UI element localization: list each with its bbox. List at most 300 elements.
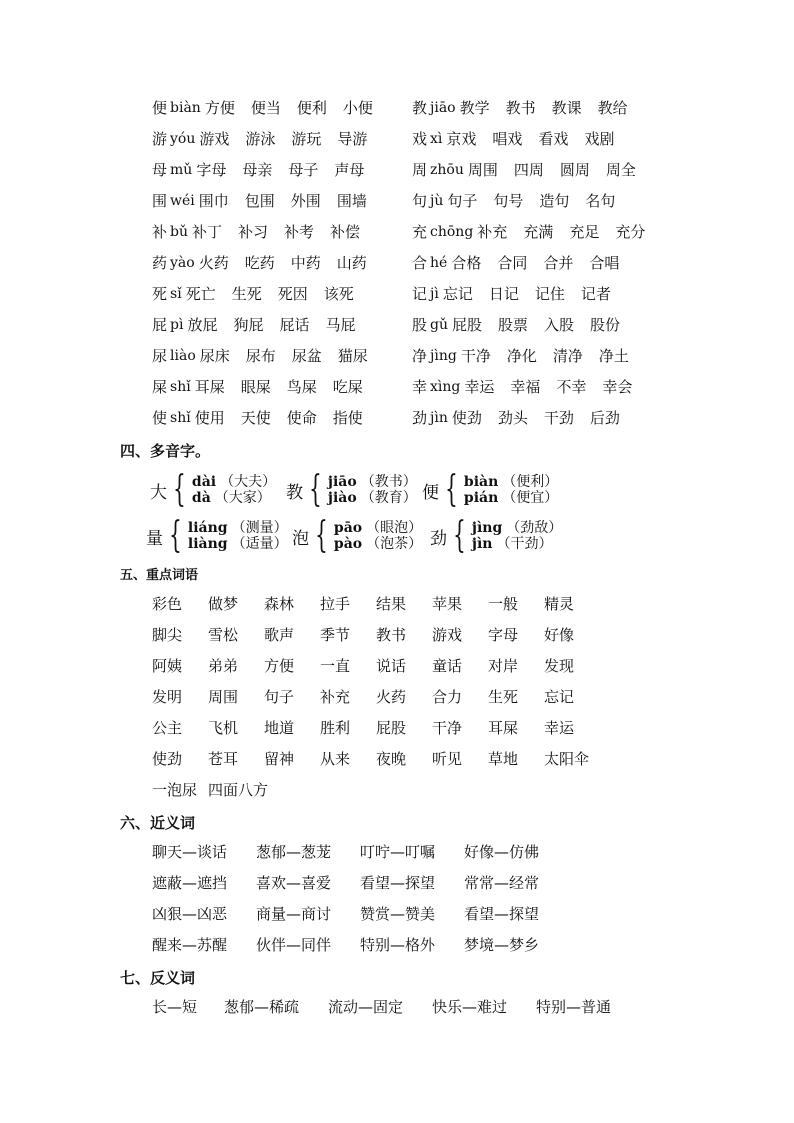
vocab-row [152,371,712,402]
word-cell: 对岸 [488,657,519,675]
reading-pinyin: biàn [463,474,499,490]
vocab-word: 字母 [196,161,227,179]
vocab-entry [152,97,389,118]
polyphone-group [430,515,563,556]
vocab-word: 母子 [288,161,319,179]
brace-icon: { [169,515,182,556]
vocab-word: 教给 [597,99,628,117]
vocab-entry [412,376,648,397]
section-title-synonyms: 六、近义词 [120,814,196,832]
vocab-word: 屁话 [279,316,310,334]
polyphone-reading [328,474,417,490]
word-cell: 凶狠—凶恶 [152,905,228,923]
head-character: 戏 [412,130,428,148]
vocab-word: 方便 [204,99,235,117]
word-cell: 说话 [376,657,407,675]
vocab-table [152,92,712,433]
vocab-word: 造句 [539,192,570,210]
vocab-entry [152,283,370,304]
vocab-word: 吃屎 [332,378,363,396]
head-character: 幸 [412,378,428,396]
reading-example: （眼泡） [366,520,423,536]
vocab-entry [412,252,635,273]
vocab-word: 合并 [543,254,574,272]
word-cell: 方便 [264,657,295,675]
vocab-word: 合同 [497,254,528,272]
polyphone-readings [188,520,288,552]
word-cell: 生死 [488,688,519,706]
vocab-entry [412,283,627,304]
reading-pinyin: pián [463,490,499,506]
word-cell: 伙伴—同伴 [256,936,332,954]
head-character: 充 [412,223,428,241]
word-cell: 看望—探望 [464,905,540,923]
word-cell: 周围 [208,688,239,706]
polyphone-reading [188,520,288,536]
reading-example: （测量） [231,520,288,536]
vocab-word: 耳屎 [194,378,225,396]
vocab-word: 中药 [290,254,321,272]
word-cell: 快乐—难过 [432,998,508,1016]
vocab-word: 声母 [334,161,365,179]
polyphone-character: 教 [286,482,303,503]
vocab-word: 山药 [336,254,367,272]
vocab-word: 戏剧 [584,130,615,148]
word-cell: 地道 [264,719,295,737]
word-cell: 弟弟 [208,657,239,675]
word-cell: 商量—商讨 [256,905,332,923]
vocab-entry [412,190,631,211]
polyphone-reading [464,474,558,490]
vocab-word: 干劲 [543,409,574,427]
head-character: 股 [412,316,428,334]
vocab-word: 四周 [513,161,544,179]
word-row [152,681,600,712]
vocab-word: 圆周 [559,161,590,179]
reading-example: （劲敌） [506,520,563,536]
vocab-word: 补习 [238,223,269,241]
head-character: 句 [412,192,428,210]
section-title-key-words: 五、重点词语 [120,568,199,583]
vocab-word: 充分 [615,223,646,241]
vocab-word: 吃药 [244,254,275,272]
word-cell: 屁股 [376,719,407,737]
word-cell: 游戏 [432,626,463,644]
vocab-entry [412,159,652,180]
vocab-word: 补丁 [192,223,223,241]
word-cell: 聊天—谈话 [152,843,228,861]
vocab-word: 游玩 [291,130,322,148]
head-character: 使 [152,409,168,427]
vocab-word: 句号 [493,192,524,210]
word-cell: 特别—格外 [360,936,436,954]
polyphone-reading [334,536,422,552]
vocab-word: 合格 [451,254,482,272]
vocab-word: 股票 [498,316,529,334]
word-cell: 忘记 [544,688,575,706]
vocab-word: 尿盆 [291,347,322,365]
vocab-word: 尿布 [245,347,276,365]
vocab-word: 使用 [194,409,225,427]
pinyin: jù [430,192,444,209]
vocab-entry [412,314,636,335]
word-cell: 太阳伞 [544,750,590,768]
word-cell: 醒来—苏醒 [152,936,228,954]
vocab-entry [412,97,644,118]
vocab-word: 游戏 [199,130,230,148]
vocab-word: 股份 [590,316,621,334]
head-character: 围 [152,192,168,210]
word-cell: 苍耳 [208,750,239,768]
vocab-row [152,185,712,216]
vocab-word: 记者 [580,285,611,303]
vocab-word: 游泳 [245,130,276,148]
vocab-word: 净化 [506,347,537,365]
word-cell: 雪松 [208,626,239,644]
vocab-word: 名句 [585,192,616,210]
reading-example: （泡茶） [366,536,423,552]
word-cell: 一泡尿 [152,781,198,799]
vocab-word: 清净 [552,347,583,365]
vocab-word: 尿床 [199,347,230,365]
polyphone-group [286,469,417,510]
brace-icon: { [309,469,322,510]
vocab-row [152,402,712,433]
reading-pinyin: jìng [471,520,503,536]
polyphone-readings [328,474,417,506]
reading-pinyin: liàng [187,536,228,552]
polyphone-reading [472,536,562,552]
vocab-word: 唱戏 [492,130,523,148]
vocab-entry [412,345,645,366]
vocab-word: 句子 [447,192,478,210]
word-cell: 葱郁—葱茏 [256,843,332,861]
vocab-word: 指使 [332,409,363,427]
word-cell: 胜利 [320,719,351,737]
head-character: 周 [412,161,428,179]
head-character: 尿 [152,347,168,365]
pinyin: xìng [430,378,461,395]
vocab-word: 补偿 [330,223,361,241]
word-cell: 赞赏—赞美 [360,905,436,923]
polyphone-group [150,469,277,510]
vocab-word: 放屁 [187,316,218,334]
vocab-row [152,340,712,371]
vocab-word: 屁股 [452,316,483,334]
word-cell: 葱郁—稀疏 [224,998,300,1016]
word-cell: 叮咛—叮嘱 [360,843,436,861]
polyphone-character: 劲 [430,528,447,549]
word-cell: 发现 [544,657,575,675]
vocab-word: 看戏 [538,130,569,148]
vocab-word: 入股 [544,316,575,334]
vocab-word: 狗屁 [233,316,264,334]
vocab-word: 母亲 [242,161,273,179]
head-character: 屎 [152,378,168,396]
vocab-word: 马屁 [325,316,356,334]
pinyin: pì [170,316,184,333]
word-cell: 夜晚 [376,750,407,768]
word-row [152,929,568,960]
word-cell: 苹果 [432,595,463,613]
vocab-word: 周围 [467,161,498,179]
vocab-word: 记住 [534,285,565,303]
polyphone-group [146,515,288,556]
word-cell: 流动—固定 [328,998,404,1016]
word-cell: 看望—探望 [360,874,436,892]
vocab-word: 便当 [250,99,281,117]
vocab-word: 使劲 [451,409,482,427]
brace-icon: { [315,515,328,556]
polyphone-group [292,515,423,556]
vocab-word: 包围 [244,192,275,210]
vocab-word: 导游 [337,130,368,148]
vocab-word: 眼屎 [240,378,271,396]
word-cell: 好像—仿佛 [464,843,540,861]
vocab-word: 忘记 [442,285,473,303]
vocab-word: 京戏 [446,130,477,148]
word-cell: 从来 [320,750,351,768]
vocab-word: 使命 [286,409,317,427]
vocab-entry [412,221,661,242]
vocab-word: 幸会 [602,378,633,396]
vocab-word: 猫尿 [337,347,368,365]
word-cell: 歌声 [264,626,295,644]
vocab-word: 便利 [296,99,327,117]
vocab-word: 火药 [198,254,229,272]
head-character: 净 [412,347,428,365]
word-cell: 遮蔽—遮挡 [152,874,228,892]
head-character: 屁 [152,316,168,334]
reading-example: （教育） [360,490,417,506]
vocab-word: 日记 [488,285,519,303]
polyphone-reading [188,536,288,552]
polyphone-readings [472,520,562,552]
reading-example: （大家） [214,490,271,506]
word-cell: 童话 [432,657,463,675]
word-row [152,712,600,743]
reading-pinyin: jiāo [327,474,357,490]
brace-icon: { [173,469,186,510]
reading-example: （干劲） [496,536,553,552]
pinyin: zhōu [430,161,464,178]
word-row [152,836,568,867]
word-cell: 长—短 [152,998,198,1016]
word-cell: 做梦 [208,595,239,613]
polyphone-reading [464,490,558,506]
vocab-word: 后劲 [589,409,620,427]
head-character: 补 [152,223,168,241]
polyphone-character: 泡 [292,528,309,549]
vocab-word: 劲头 [497,409,528,427]
head-character: 劲 [412,409,428,427]
word-cell: 常常—经常 [464,874,540,892]
pinyin: jìng [430,347,457,364]
vocab-word: 幸福 [510,378,541,396]
vocab-word: 净土 [598,347,629,365]
reading-pinyin: dài [191,474,217,490]
vocab-word: 不幸 [556,378,587,396]
vocab-row [152,92,712,123]
section-title-polyphones: 四、多音字。 [120,442,211,460]
pinyin: bǔ [170,223,188,240]
vocab-row [152,154,712,185]
pinyin: jiāo [430,99,456,116]
reading-pinyin: pāo [333,520,363,536]
pinyin: chōng [430,223,474,240]
vocab-word: 围巾 [198,192,229,210]
vocab-word: 外围 [290,192,321,210]
vocab-entry [152,159,380,180]
vocab-word: 死亡 [185,285,216,303]
reading-pinyin: pào [333,536,363,552]
reading-example: （适量） [231,536,288,552]
vocab-entry [152,407,379,428]
pinyin: jì [430,285,439,302]
word-cell: 干净 [432,719,463,737]
word-cell: 喜欢—喜爱 [256,874,332,892]
word-cell: 精灵 [544,595,575,613]
word-cell: 发明 [152,688,183,706]
word-cell: 句子 [264,688,295,706]
vocab-word: 生死 [231,285,262,303]
reading-example: （大夫） [220,474,277,490]
vocab-word: 教书 [505,99,536,117]
word-cell: 脚尖 [152,626,183,644]
vocab-word: 充满 [523,223,554,241]
word-cell: 一般 [488,595,519,613]
reading-pinyin: jìn [471,536,493,552]
polyphone-reading [472,520,562,536]
vocab-word: 该死 [323,285,354,303]
head-character: 死 [152,285,168,303]
pinyin: yào [170,254,195,271]
word-row [152,743,600,774]
pinyin: liào [170,347,196,364]
word-row [152,898,568,929]
word-row [152,619,600,650]
word-cell: 梦境—梦乡 [464,936,540,954]
word-row [152,991,646,1022]
word-cell: 公主 [152,719,183,737]
pinyin: xì [430,130,443,147]
word-row [152,867,568,898]
head-character: 游 [152,130,168,148]
word-cell: 教书 [376,626,407,644]
vocab-word: 补考 [284,223,315,241]
word-cell: 森林 [264,595,295,613]
word-cell: 补充 [320,688,351,706]
vocab-word: 教学 [459,99,490,117]
vocab-word: 合唱 [589,254,620,272]
word-row [152,774,600,805]
polyphone-reading [328,490,417,506]
pinyin: gǔ [430,316,448,333]
polyphone-character: 大 [150,482,167,503]
vocab-entry [152,376,379,397]
pinyin: wéi [170,192,195,209]
vocab-word: 天使 [240,409,271,427]
word-cell: 听见 [432,750,463,768]
reading-example: （教书） [360,474,417,490]
vocab-word: 小便 [342,99,373,117]
pinyin: yóu [170,130,196,147]
pinyin: hé [430,254,448,271]
vocab-row [152,247,712,278]
vocab-word: 周全 [605,161,636,179]
vocab-word: 死因 [277,285,308,303]
polyphone-readings [464,474,558,506]
word-cell: 结果 [376,595,407,613]
pinyin: shǐ [170,409,191,426]
polyphone-character: 量 [146,528,163,549]
polyphone-readings [192,474,276,506]
word-cell: 留神 [264,750,295,768]
word-cell: 好像 [544,626,575,644]
polyphone-character: 便 [422,482,439,503]
key-words-grid [152,588,600,805]
head-character: 合 [412,254,428,272]
vocab-row [152,123,712,154]
vocab-word: 补充 [477,223,508,241]
reading-pinyin: dà [191,490,211,506]
vocab-entry [152,190,383,211]
word-cell: 草地 [488,750,519,768]
vocab-entry [152,345,384,366]
head-character: 教 [412,99,428,117]
vocab-word: 干净 [460,347,491,365]
word-cell: 耳屎 [488,719,519,737]
word-cell: 使劲 [152,750,183,768]
section-title-antonyms: 七、反义词 [120,969,196,987]
word-cell: 特别—普通 [536,998,612,1016]
reading-pinyin: liáng [187,520,228,536]
word-row [152,650,600,681]
antonyms-grid [152,991,646,1022]
reading-example: （便利） [502,474,559,490]
vocab-word: 围墙 [336,192,367,210]
brace-icon: { [445,469,458,510]
pinyin: jìn [430,409,448,426]
polyphone-reading [192,490,276,506]
pinyin: shǐ [170,378,191,395]
vocab-word: 幸运 [464,378,495,396]
word-row [152,588,600,619]
word-cell: 合力 [432,688,463,706]
pinyin: sǐ [170,285,182,302]
vocab-entry [152,221,376,242]
word-cell: 拉手 [320,595,351,613]
polyphone-reading [334,520,422,536]
vocab-entry [152,128,383,149]
word-cell: 字母 [488,626,519,644]
word-cell: 阿姨 [152,657,183,675]
synonyms-grid [152,836,568,960]
vocab-entry [412,407,636,428]
word-cell: 季节 [320,626,351,644]
head-character: 便 [152,99,168,117]
head-character: 记 [412,285,428,303]
vocab-word: 充足 [569,223,600,241]
vocab-word: 鸟屎 [286,378,317,396]
vocab-word: 教课 [551,99,582,117]
vocab-entry [152,314,372,335]
vocab-entry [152,252,383,273]
polyphone-readings [334,520,422,552]
pinyin: biàn [170,99,201,116]
reading-example: （便宜） [502,490,559,506]
vocab-entry [412,128,630,149]
